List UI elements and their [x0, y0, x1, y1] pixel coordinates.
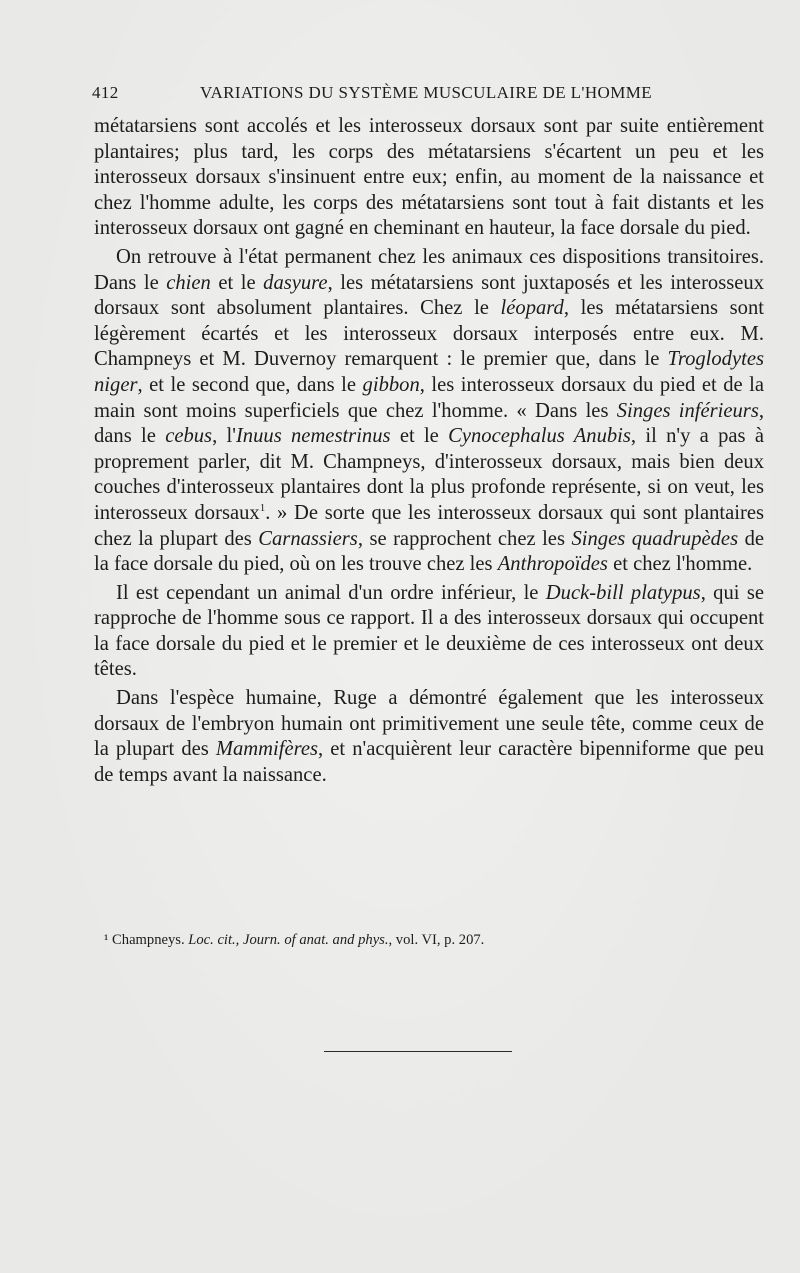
- text-run: et le: [390, 425, 449, 448]
- text-run: , les métatarsiens sont légèrement écartés et les interosseux dorsaux interposés entre eux. M. Champneys et M. Duvernoy remarquent : le premier que, dans le: [94, 297, 764, 371]
- text-run: , vol. VI, p. 207.: [388, 932, 485, 948]
- paragraph-2: [94, 245, 764, 578]
- text-run: métatarsiens sont accolés et les interosseux dorsaux sont par suite entièrement plantaires; plus tard, les corps des métatarsiens s'écartent un peu et les interosseux dorsaux s'insinuent entre eux; enfin, au moment de la naissance et chez l'homme adulte, les corps des métatarsiens sont tout à fait distants et les interosseux dorsaux ont gagné en cheminant en hauteur, la face dorsale du pied.: [94, 115, 764, 240]
- end-rule: [324, 1051, 512, 1052]
- running-title: VARIATIONS DU SYSTÈME MUSCULAIRE DE L'HOMME: [200, 83, 653, 102]
- footnote-marker: ¹: [104, 932, 109, 948]
- italic-term: Mammifères: [215, 738, 319, 761]
- text-run: Il est cependant un animal d'un ordre inférieur, le: [116, 581, 546, 604]
- italic-term: Troglodytes niger: [94, 348, 764, 396]
- text-run: , il n'y a pas à proprement parler, dit M. Champneys, d'interosseux dorsaux, mais bien deux couches d'interosseux plantaires dont la plus profonde représente, si on veut, les interosseux dorsaux: [94, 425, 764, 524]
- italic-term: Singes quadrupèdes: [571, 527, 739, 550]
- text-run: . » De sorte que les interosseux dorsaux qui sont plantaires chez la plupart des: [94, 501, 764, 550]
- italic-term: dasyure: [263, 271, 328, 294]
- italic-term: chien: [166, 271, 211, 294]
- text-run: , dans le: [94, 399, 764, 448]
- italic-term: Duck-bill platypus: [545, 581, 701, 604]
- text-run: et chez l'homme.: [607, 553, 753, 576]
- text-run: , les métatarsiens sont juxtaposés et les interosseux dorsaux sont absolument plantaires. Chez le: [94, 271, 764, 320]
- footnote: [104, 930, 744, 950]
- text-run: et le: [210, 271, 264, 294]
- text-run: Dans l'espèce humaine, Ruge a démontré également que les interosseux dorsaux de l'embryon humain ont primitivement une seule tête, comme ceux de la plupart des: [94, 687, 764, 761]
- text-run: , l': [212, 425, 236, 448]
- text-run: , les interosseux dorsaux du pied et de la main sont moins superficiels que chez l'homme. « Dans les: [94, 373, 765, 422]
- italic-term: cebus: [165, 425, 213, 448]
- text-run: , et le second que, dans le: [137, 373, 363, 396]
- paragraph-4: [94, 686, 764, 788]
- italic-term: Cynocephalus Anubis: [448, 425, 631, 448]
- body-text: [94, 114, 764, 791]
- running-head: [92, 83, 732, 107]
- italic-term: Loc. cit., Journ. of anat. and phys.: [188, 932, 389, 948]
- italic-term: Inuus nemestrinus: [235, 425, 391, 448]
- footnote-reference: 1: [259, 502, 266, 515]
- italic-term: léopard: [500, 297, 564, 320]
- italic-term: Carnassiers: [258, 527, 358, 550]
- page-number: 412: [92, 83, 119, 102]
- italic-term: gibbon: [362, 373, 420, 396]
- text-run: , se rapprochent chez les: [357, 527, 572, 550]
- text-run: On retrouve à l'état permanent chez les animaux ces dispositions transitoires. Dans le: [94, 245, 764, 294]
- italic-term: Singes inférieurs: [616, 399, 759, 422]
- text-run: Champneys.: [108, 932, 189, 948]
- text-run: , qui se rapproche de l'homme sous ce rapport. Il a des interosseux dorsaux qui occupent la face dorsale du pied et le premier et le deuxième de ces interosseux ont deux têtes.: [94, 581, 764, 681]
- text-run: de la face dorsale du pied, où on les trouve chez les: [94, 527, 765, 576]
- text-run: , et n'acquièrent leur caractère bipenniforme que peu de temps avant la naissance.: [94, 738, 764, 786]
- paragraph-3: [94, 581, 764, 683]
- paragraph-1: [94, 114, 764, 242]
- italic-term: Anthropoïdes: [497, 553, 608, 576]
